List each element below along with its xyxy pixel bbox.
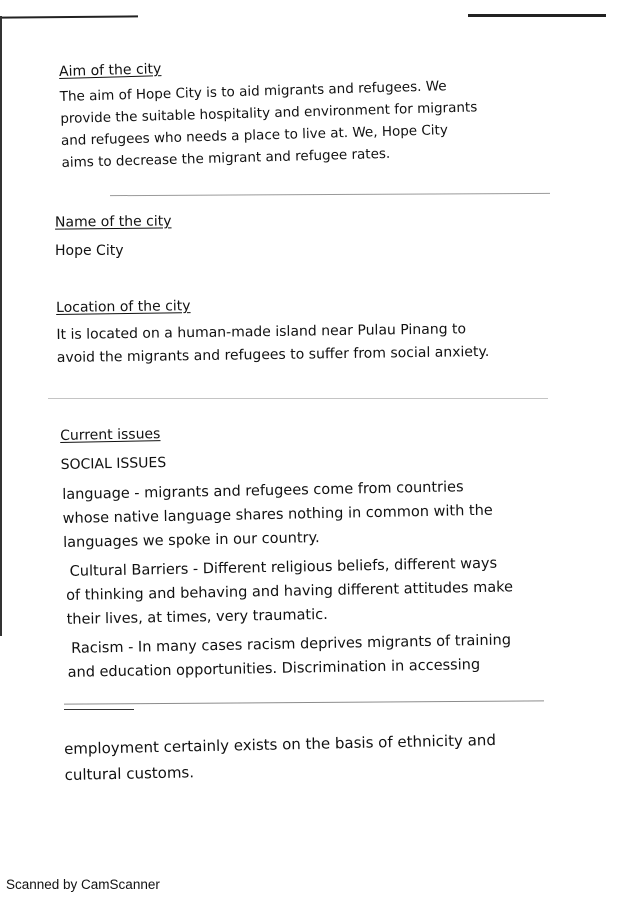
- language-issue-line: languages we spoke in our country.: [63, 530, 320, 551]
- location-line: It is located on a human-made island near Pulau Pinang to: [56, 321, 467, 343]
- page-fold-line: [64, 709, 134, 710]
- continuation-line: employment certainly exists on the basis of ethnicity and: [63, 730, 497, 758]
- page-fold-line: [64, 700, 544, 704]
- name-heading: Name of the city: [54, 213, 172, 231]
- cultural-barriers-line: Cultural Barriers - Different religious beliefs, different ways: [69, 555, 498, 580]
- social-issues-subheading: SOCIAL ISSUES: [60, 454, 167, 473]
- continuation-line: cultural customs.: [64, 763, 195, 784]
- aim-heading: Aim of the city: [58, 61, 162, 81]
- aim-line: The aim of Hope City is to aid migrants and refugees. We: [59, 78, 447, 106]
- section-divider: [48, 398, 548, 399]
- scan-edge-top-left: [0, 15, 138, 18]
- location-line: avoid the migrants and refugees to suffer from social anxiety.: [56, 343, 490, 366]
- aim-line: provide the suitable hospitality and environment for migrants: [60, 99, 478, 128]
- aim-line: and refugees who needs a place to live at. We, Hope City: [60, 122, 449, 149]
- racism-line: and education opportunities. Discrimination in accessing: [67, 656, 481, 681]
- issues-heading: Current issues: [59, 426, 161, 444]
- section-divider: [110, 193, 550, 196]
- scan-edge-top-right: [468, 14, 606, 17]
- language-issue-line: whose native language shares nothing in common with the: [62, 502, 493, 527]
- racism-line: Racism - In many cases racism deprives migrants of training: [71, 632, 512, 657]
- language-issue-line: language - migrants and refugees come from countries: [62, 479, 464, 503]
- cultural-barriers-line: of thinking and behaving and having different attitudes make: [66, 579, 514, 604]
- scanner-watermark: Scanned by CamScanner: [6, 877, 160, 892]
- location-heading: Location of the city: [56, 298, 191, 316]
- scan-edge-left: [0, 16, 2, 636]
- aim-line: aims to decrease the migrant and refugee rates.: [61, 145, 391, 171]
- cultural-barriers-line: their lives, at times, very traumatic.: [66, 606, 328, 628]
- city-name-value: Hope City: [55, 243, 124, 259]
